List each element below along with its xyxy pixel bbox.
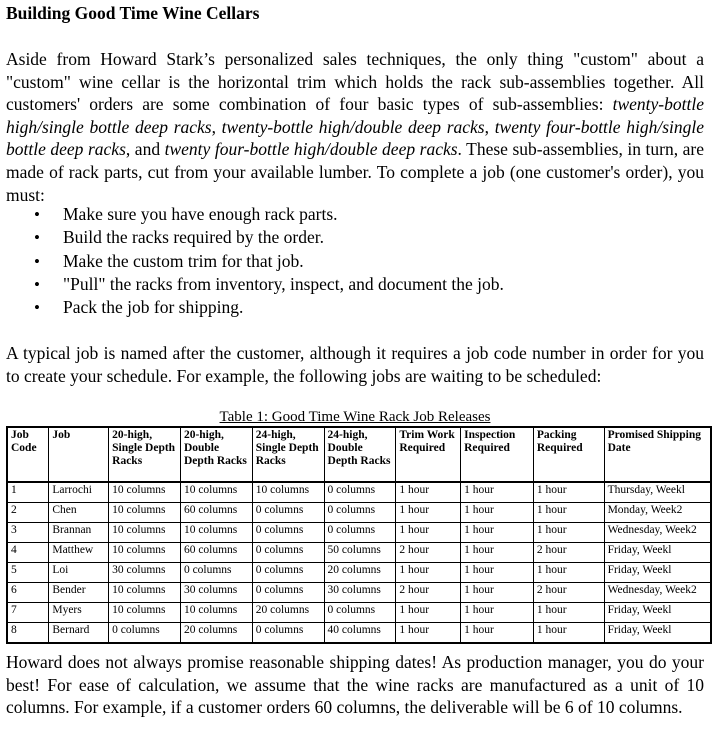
column-header: Job (49, 427, 109, 482)
table-row (7, 543, 711, 563)
table-cell: 1 hour (461, 503, 534, 523)
table-cell: 1 hour (461, 623, 534, 644)
table-cell: 10 columns (109, 503, 181, 523)
table-cell: 1 hour (533, 563, 604, 583)
table-cell: 3 (7, 523, 49, 543)
table-cell: 40 columns (324, 623, 396, 644)
column-header: 24-high, Double Depth Racks (324, 427, 396, 482)
table-cell: 2 hour (396, 583, 461, 603)
table-cell: 1 hour (396, 623, 461, 644)
column-header: Trim Work Required (396, 427, 461, 482)
table-cell: 2 hour (396, 543, 461, 563)
table-cell: 1 hour (533, 603, 604, 623)
table-cell: 0 columns (252, 503, 324, 523)
table-cell: Myers (49, 603, 109, 623)
table-cell: Brannan (49, 523, 109, 543)
table-cell: Larrochi (49, 482, 109, 503)
table-cell: Loi (49, 563, 109, 583)
step-item: • "Pull" the racks from inventory, inspect, and document the job. (6, 273, 504, 296)
column-header: Inspection Required (461, 427, 534, 482)
table-cell: Friday, Weekl (604, 603, 711, 623)
table-cell: 10 columns (180, 523, 252, 543)
table-cell: 0 columns (252, 583, 324, 603)
table-cell: 10 columns (180, 482, 252, 503)
table-cell: 8 (7, 623, 49, 644)
table-cell: Matthew (49, 543, 109, 563)
table-cell: Friday, Weekl (604, 543, 711, 563)
table-cell: 1 hour (533, 623, 604, 644)
table-cell: 10 columns (252, 482, 324, 503)
table-cell: 7 (7, 603, 49, 623)
table-cell: 0 columns (324, 482, 396, 503)
table-cell: 1 hour (396, 523, 461, 543)
table-cell: 2 hour (533, 543, 604, 563)
table-cell: 0 columns (180, 563, 252, 583)
table-cell: 1 hour (461, 583, 534, 603)
table-cell: 1 hour (533, 482, 604, 503)
job-releases-table (6, 426, 712, 644)
table-cell: 6 (7, 583, 49, 603)
table-cell: 0 columns (324, 523, 396, 543)
table-cell: 0 columns (252, 543, 324, 563)
table-cell: 0 columns (324, 503, 396, 523)
step-item: • Pack the job for shipping. (6, 296, 504, 319)
table-cell: 0 columns (252, 623, 324, 644)
table-cell: 0 columns (252, 563, 324, 583)
column-header: Packing Required (533, 427, 604, 482)
table-cell: 1 hour (396, 482, 461, 503)
rack-type-3: twenty four-bottle high/single bottle deep racks (6, 116, 705, 160)
table-cell: 20 columns (180, 623, 252, 644)
table-cell: Monday, Week2 (604, 503, 711, 523)
table-cell: Friday, Weekl (604, 623, 711, 644)
rack-type-1: twenty-bottle high/single bottle deep racks (6, 94, 704, 137)
table-row (7, 563, 711, 583)
rack-type-4: twenty four-bottle high/double deep racks (164, 139, 458, 160)
table-cell: 10 columns (109, 583, 181, 603)
table-cell: 20 columns (324, 563, 396, 583)
table-cell: 2 hour (533, 583, 604, 603)
table-cell: 20 columns (252, 603, 324, 623)
table-cell: Bernard (49, 623, 109, 644)
table-cell: Wednesday, Week2 (604, 523, 711, 543)
table-cell: 1 hour (461, 563, 534, 583)
table-row (7, 482, 711, 503)
job-paragraph: A typical job is named after the customer, although it requires a job code number in order for you to create your schedule. For example, the following jobs are waiting to be scheduled: (6, 343, 704, 386)
table-cell: 10 columns (180, 603, 252, 623)
table-header-row (7, 427, 711, 482)
intro-text-start: Aside from Howard Stark’s personalized sales techniques, the only thing "custom" about a "custom" wine cellar is the horizontal trim which holds the rack sub-assemblies together. All customers' orders are some combination of four basic types of sub-assemblies: (6, 49, 704, 115)
table-cell: Bender (49, 583, 109, 603)
table-cell: 1 hour (396, 603, 461, 623)
table-cell: 50 columns (324, 543, 396, 563)
table-cell: 30 columns (324, 583, 396, 603)
table-cell: Wednesday, Week2 (604, 583, 711, 603)
table-row (7, 523, 711, 543)
intro-separator-2: , (484, 116, 495, 137)
table-cell: Chen (49, 503, 109, 523)
table-cell: 30 columns (109, 563, 181, 583)
table-cell: 1 hour (461, 523, 534, 543)
table-cell: 30 columns (180, 583, 252, 603)
column-header: 24-high, Single Depth Racks (252, 427, 324, 482)
column-header: Promised Shipping Date (604, 427, 711, 482)
table-row (7, 623, 711, 644)
table-caption: Table 1: Good Time Wine Rack Job Releases (219, 409, 491, 425)
table-row (7, 583, 711, 603)
table-cell: 2 (7, 503, 49, 523)
intro-paragraph (6, 48, 704, 206)
document-title: Building Good Time Wine Cellars (6, 3, 260, 23)
column-header: Job Code (11, 429, 37, 454)
intro-separator-1: , (211, 116, 222, 137)
table-cell: 10 columns (109, 543, 181, 563)
table-cell: Friday, Weekl (604, 563, 711, 583)
table-cell: 10 columns (109, 482, 181, 503)
table-cell: 1 hour (396, 503, 461, 523)
table-cell: 0 columns (109, 623, 181, 644)
table-cell: 1 hour (396, 563, 461, 583)
table-cell: 10 columns (109, 523, 181, 543)
table-cell: 1 hour (461, 482, 534, 503)
closing-paragraph: Howard does not always promise reasonable shipping dates! As production manager, you do your best! For ease of calculation, we assume that the wine racks are manufactured as a unit of 10 columns. For example, if a customer orders 60 columns, the deliverable will be 6 of 10 columns. (6, 652, 704, 718)
table-cell: 0 columns (252, 523, 324, 543)
table-cell: 0 columns (324, 603, 396, 623)
table-row (7, 503, 711, 523)
table-cell: 1 hour (533, 503, 604, 523)
table-cell: Thursday, Weekl (604, 482, 711, 503)
table-cell: 1 hour (461, 543, 534, 563)
step-item: • Build the racks required by the order. (6, 226, 504, 249)
table-cell: 1 hour (533, 523, 604, 543)
steps-list (6, 203, 504, 319)
table-cell: 1 (7, 482, 49, 503)
intro-separator-3: , and (125, 139, 165, 160)
step-item: • Make the custom trim for that job. (6, 250, 504, 273)
intro-text-end: . These sub-assemblies, in turn, are made of rack parts, cut from your available lumber. To complete a job (one customer's order), you must: (6, 139, 704, 205)
column-header: 20-high, Double Depth Racks (180, 427, 252, 482)
rack-type-2: twenty-bottle high/double deep racks (221, 116, 485, 137)
table-cell: 5 (7, 563, 49, 583)
table-cell: 60 columns (180, 503, 252, 523)
table-cell: 10 columns (109, 603, 181, 623)
step-item: • Make sure you have enough rack parts. (6, 203, 504, 226)
table-cell: 4 (7, 543, 49, 563)
column-header: 20-high, Single Depth Racks (109, 427, 181, 482)
table-row (7, 603, 711, 623)
table-cell: 60 columns (180, 543, 252, 563)
table-cell: 1 hour (461, 603, 534, 623)
